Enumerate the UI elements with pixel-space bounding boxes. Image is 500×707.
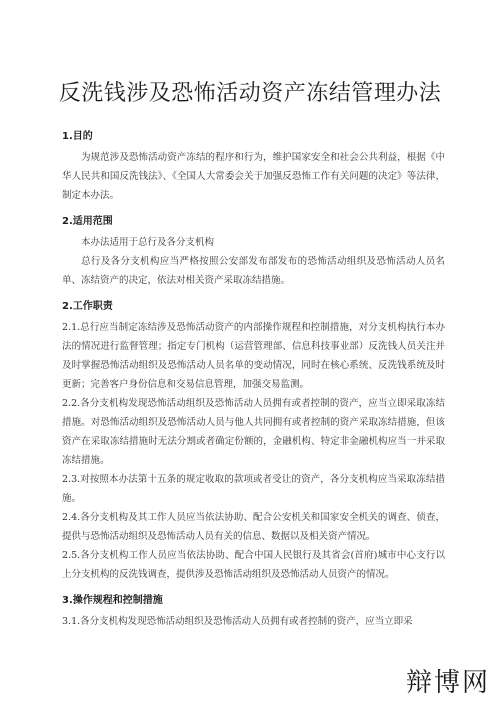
section-procedures [62,594,445,631]
page-title: 反洗钱涉及恐怖活动资产冻结管理办法 [58,81,442,106]
section-responsibilities [62,300,445,584]
document-body [62,130,445,631]
section-heading: 3.操作规程和控制措施 [62,595,163,606]
section-heading: 2.适用范围 [62,216,113,227]
paragraph: 本办法适用于总行及各分支机构 [81,237,215,248]
paragraph: 2.4.各分支机构及其工作人员应当依法协助、配合公安机关和国家安全机关的调查、侦查，提供与恐怖活动组织及恐怖活动人员有关的信息、数据以及相关资产情况。 [62,512,445,542]
paragraph: 为规范涉及恐怖活动资产冻结的程序和行为，维护国家安全和社会公共利益，根据《中华人民共和国反洗钱法》、《全国人大常委会关于加强反恐怖工作有关问题的决定》等法律，制定本办法。 [62,152,445,201]
paragraph: 总行及各分支机构应当严格按照公安部发布部发布的恐怖活动组织及恐怖活动人员名单、冻结资产的决定，依法对相关资产采取冻结措施。 [62,256,445,286]
section-scope [62,215,445,290]
watermark-logo: 辩博网 [405,668,490,698]
section-heading: 2.工作职责 [62,301,113,312]
paragraph: 3.1.各分支机构发现恐怖活动组织及恐怖活动人员拥有或者控制的资产，应当立即采 [62,616,413,627]
paragraph: 2.5.各分支机构工作人员应当依法协助、配合中国人民银行及其省会(首府)城市中心支行以上分支机构的反洗钱调查，提供涉及恐怖活动组织及恐怖活动人员资产的情况。 [62,550,445,580]
paragraph: 2.2.各分支机构发现恐怖活动组织及恐怖活动人员拥有或者控制的资产，应当立即采取冻结措施。对恐怖活动组织及恐怖活动人员与他人共同拥有或者控制的资产采取冻结措施，但该资产在采取冻结措施时无法分割或者确定份额的，金融机构、特定非金融机构应当一并采取冻结措施。 [62,398,445,466]
paragraph: 2.1.总行应当制定冻结涉及恐怖活动资产的内部操作规程和控制措施，对分支机构执行本办法的情况进行监督管理；指定专门机构（运营管理部、信息科技事业部）反洗钱人员关注并及时掌握恐怖活动组织及恐怖活动人员名单的变动情况，同时在核心系统、反洗钱系统及时更新；完善客户身份信息和交易信息管理，加强交易监测。 [62,322,445,390]
paragraph: 2.3.对按照本办法第十五条的规定收取的款项或者受让的资产，各分支机构应当采取冻结措施。 [62,474,445,504]
section-purpose [62,130,445,205]
section-heading: 1.目的 [62,131,93,142]
